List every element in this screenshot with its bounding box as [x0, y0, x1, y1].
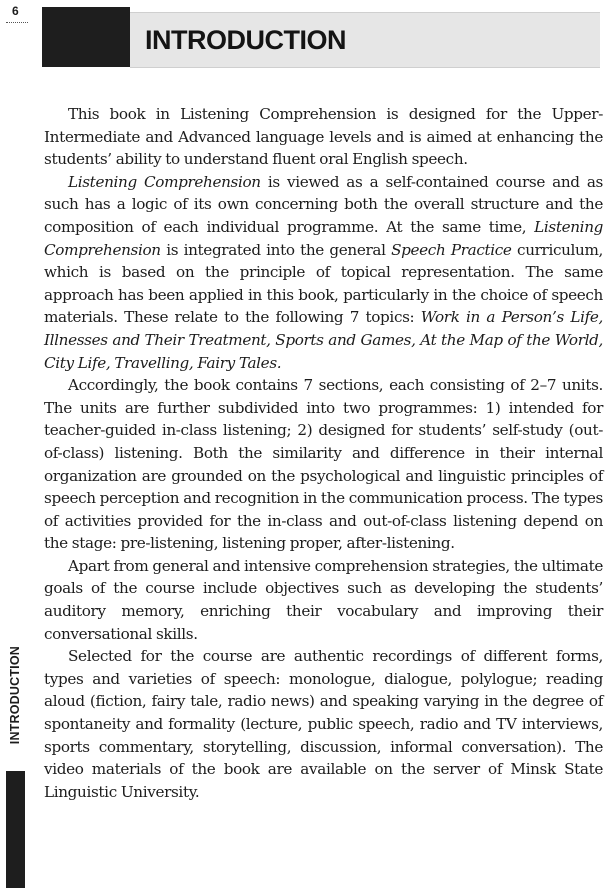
text-run: Accordingly, the book contains 7 sections, each consisting of 2–7 units. The units are further subdivided into two programmes: 1) intended for teacher-guided in-class listening; 2) designed for students’ self-study (out-of-class) listening. Both the similarity and difference in their internal organization are grounded on the psychological and linguistic principles of speech perception and recognition in the communication process. The types of activities provided for the in-class and out-of-class listening depend on the stage: pre-listening, listening proper, after-listening. [44, 376, 603, 553]
italic-text: Listening Comprehension [44, 217, 603, 259]
text-run: curriculum, which is based on the principle of topical representation. The same approach has been applied in this book, particularly in the choice of speech materials. These relate to the following 7 topics: [44, 240, 604, 327]
paragraph-5 [44, 645, 603, 803]
side-thumb-tab [6, 771, 25, 888]
italic-text: Speech Practice [391, 240, 512, 259]
text-run: This book in Listening Comprehension is designed for the Upper-Intermediate and Advanced language levels and is aimed at enhancing the students’ ability to understand fluent oral English speech. [44, 105, 603, 169]
italic-text: Work in a Person’s Life, Illnesses and Their Treatment, Sports and Games, At the Map of the World, City Life, Travelling, Fairy Tales. [44, 308, 603, 372]
paragraph-3 [44, 374, 603, 555]
paragraph-1 [44, 103, 603, 171]
page-title: INTRODUCTION [145, 25, 346, 55]
side-section-label-text: INTRODUCTION [8, 645, 22, 745]
side-section-label [4, 640, 26, 750]
text-run: is viewed as a self-contained course and as such has a logic of its own concerning both the overall structure and the composition of each individual programme. At the same time, [44, 172, 603, 236]
italic-text: Listening Comprehension [68, 172, 261, 191]
page-number: 6 [12, 4, 19, 18]
paragraph-2 [44, 171, 603, 374]
page-number-rule [6, 22, 28, 23]
paragraph-4 [44, 555, 603, 645]
text-run: Selected for the course are authentic recordings of different forms, types and varieties of speech: monologue, dialogue, polylogue; reading aloud (fiction, fairy tale, radio news) and speaking varying in the degree of spontaneity and formality (lecture, public speech, radio and TV interviews, sports commentary, storytelling, discussion, informal conversation). The video materials of the book are available on the server of Minsk State Linguistic University. [44, 647, 603, 801]
header-dark-block [42, 7, 130, 67]
body-text [44, 103, 603, 803]
text-run: is integrated into the general [160, 240, 392, 259]
text-run: Apart from general and intensive comprehension strategies, the ultimate goals of the course include objectives such as developing the students’ auditory memory, enriching their vocabulary and improving their conversational skills. [44, 556, 603, 643]
